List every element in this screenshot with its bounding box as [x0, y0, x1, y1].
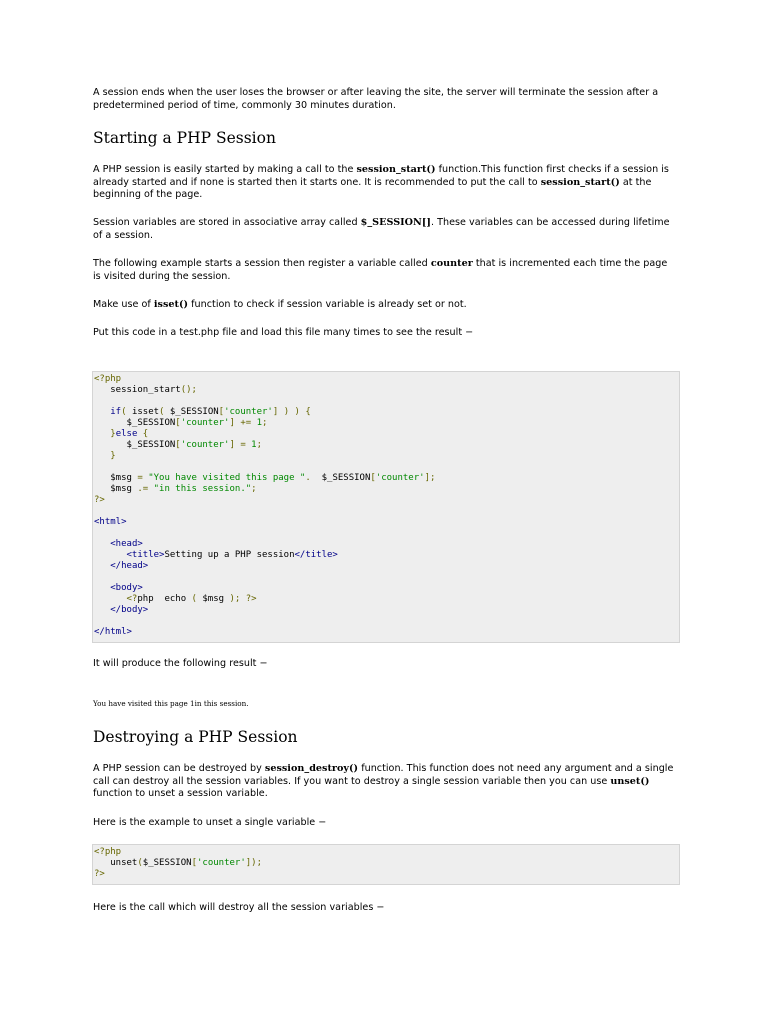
bold-code-term: unset() [610, 775, 650, 787]
code-line [93, 572, 679, 583]
code-token: ( [121, 407, 127, 417]
bold-code-term: session_start() [356, 164, 436, 175]
isset-paragraph [93, 299, 678, 312]
code-token: ; [262, 418, 268, 428]
code-token: <head> [110, 539, 143, 549]
unset-example-intro: Here is the example to unset a single variable − [93, 817, 327, 828]
code-token: 1 [256, 418, 263, 428]
bold-code-term: session_start() [540, 176, 620, 188]
code-token: [ [175, 418, 181, 428]
text-run: The following example starts a session then register a variable called [93, 258, 431, 269]
code-token [94, 583, 110, 593]
destroy-all-intro: Here is the call which will destroy all the session variables − [93, 902, 385, 913]
code-line [93, 847, 679, 858]
instruction-paragraph: Put this code in a test.php file and load this file many times to see the result − [93, 327, 474, 338]
code-token: 'counter' [180, 418, 230, 428]
code-token: $_SESSION [94, 440, 176, 450]
text-run: Make use of [93, 299, 154, 310]
code-token: } [110, 429, 116, 439]
code-token: ] [229, 440, 235, 450]
code-line [93, 407, 679, 418]
code-token: "You have visited this page " [148, 473, 306, 483]
code-token: 'counter' [180, 440, 230, 450]
code-token: [ [191, 858, 197, 868]
code-token [94, 561, 110, 571]
section-heading-starting: Starting a PHP Session [93, 129, 276, 147]
code-token: else [115, 429, 138, 439]
text-run: function. This function does not need any argument and a single call can destroy all the session variables. If you want to destroy a single session variable then you can use [93, 763, 674, 787]
code-token: $msg [196, 594, 230, 604]
code-line [93, 528, 679, 539]
code-token: 'counter' [375, 473, 425, 483]
example-description-paragraph [93, 258, 678, 283]
session-destroy-paragraph [93, 763, 678, 801]
code-token: ]; [424, 473, 436, 483]
code-token: .= [137, 484, 149, 494]
session-start-paragraph [93, 164, 678, 202]
code-token: 'counter' [224, 407, 273, 417]
code-token: ); [229, 594, 241, 604]
code-line [93, 561, 679, 572]
code-token [94, 594, 127, 604]
code-token: ( [159, 407, 165, 417]
code-line [93, 616, 679, 627]
intro-paragraph: A session ends when the user loses the browser or after leaving the site, the server will terminate the session after a predetermined period of time, commonly 30 minutes duration. [93, 87, 659, 111]
code-token: $_SESSION [164, 407, 219, 417]
code-line [93, 462, 679, 473]
code-token [94, 451, 110, 461]
code-token: ) [283, 407, 290, 417]
bold-code-term: $_SESSION[] [360, 217, 431, 228]
text-run: at the beginning of the page. [93, 176, 652, 201]
code-token: isset [126, 407, 160, 417]
code-token: $_SESSION [142, 858, 192, 868]
code-token: . [305, 473, 311, 483]
code-line [93, 451, 679, 462]
code-token: { [142, 429, 149, 439]
code-token: ] [229, 418, 235, 428]
bold-code-term: counter [430, 258, 473, 269]
text-run: A PHP session can be destroyed by [93, 763, 265, 774]
text-run: function to check if session variable is already set or not. [188, 299, 467, 310]
code-token: = [137, 473, 143, 483]
code-line [93, 429, 679, 440]
code-line [93, 374, 679, 385]
code-token: "in this session." [153, 484, 252, 494]
text-run: Session variables are stored in associative array called [93, 217, 361, 228]
code-token: unset [94, 858, 138, 868]
code-token: $msg [94, 473, 138, 483]
code-token: [ [218, 407, 225, 417]
section-heading-destroying: Destroying a PHP Session [93, 728, 298, 746]
code-token: php echo [137, 594, 192, 604]
code-token: ]); [245, 858, 263, 868]
code-token: <? [126, 594, 138, 604]
code-line [93, 858, 679, 869]
text-run: A PHP session is easily started by making a call to the [93, 164, 357, 175]
code-token: ( [191, 594, 197, 604]
code-token: ?> [245, 594, 257, 604]
code-token: </head> [110, 561, 149, 571]
code-token: </title> [294, 550, 338, 560]
result-output-text: You have visited this page 1in this session. [93, 699, 249, 708]
code-line [93, 627, 679, 638]
code-token: 1 [251, 440, 257, 450]
code-token: Setting up a PHP session [164, 550, 295, 560]
code-token: <html> [94, 517, 127, 527]
code-line [93, 484, 679, 495]
code-token: <?php [94, 374, 122, 384]
bold-code-term: session_destroy() [264, 763, 359, 774]
code-token: if [110, 407, 122, 417]
code-token: [ [370, 473, 376, 483]
code-token: <title> [126, 550, 165, 560]
code-line [93, 440, 679, 451]
code-token: ; [251, 484, 257, 494]
code-line [93, 550, 679, 561]
code-token: session_start [94, 385, 181, 395]
code-line [93, 473, 679, 484]
code-token: { [305, 407, 311, 417]
code-token: [ [175, 440, 181, 450]
code-token: <?php [94, 847, 122, 857]
code-token: 'counter' [196, 858, 246, 868]
code-line [93, 539, 679, 550]
code-line [93, 396, 679, 407]
code-token [94, 407, 110, 417]
code-token: <body> [110, 583, 143, 593]
code-token: $msg [94, 484, 138, 494]
code-token: $_SESSION [310, 473, 371, 483]
result-intro-text: It will produce the following result − [93, 658, 268, 669]
bold-code-term: isset() [153, 299, 189, 310]
code-token: = [240, 440, 246, 450]
code-token: </html> [94, 627, 132, 637]
code-token: += [240, 418, 252, 428]
code-token [94, 605, 110, 615]
code-token: </body> [110, 605, 149, 615]
code-line [93, 495, 679, 506]
code-token: } [110, 451, 116, 461]
code-token: ; [256, 440, 263, 450]
code-line [93, 517, 679, 528]
text-run: . These variables can be accessed during lifetime of a session. [93, 217, 670, 241]
code-token [94, 429, 110, 439]
code-line [93, 605, 679, 616]
code-line [93, 583, 679, 594]
code-token: ?> [94, 495, 105, 505]
code-token: ?> [94, 869, 105, 879]
code-token: ) [294, 407, 300, 417]
code-token: $_SESSION [94, 418, 176, 428]
code-block-session-start [92, 371, 680, 643]
text-run: function to unset a session variable. [93, 788, 268, 800]
code-token [94, 550, 127, 560]
code-token: ] [272, 407, 279, 417]
code-line [93, 869, 679, 880]
code-token: ( [137, 858, 143, 868]
text-run: that is incremented each time the page is visited during the session. [93, 258, 668, 282]
session-variables-paragraph [93, 217, 678, 242]
code-line [93, 506, 679, 517]
code-line [93, 418, 679, 429]
code-block-unset [92, 844, 680, 885]
text-run: function.This function first checks if a session is already started and if none is started then it starts one. It is recommended to put the call to [93, 164, 669, 188]
code-line [93, 385, 679, 396]
code-token: (); [180, 385, 197, 395]
code-token [94, 539, 110, 549]
code-line [93, 594, 679, 605]
